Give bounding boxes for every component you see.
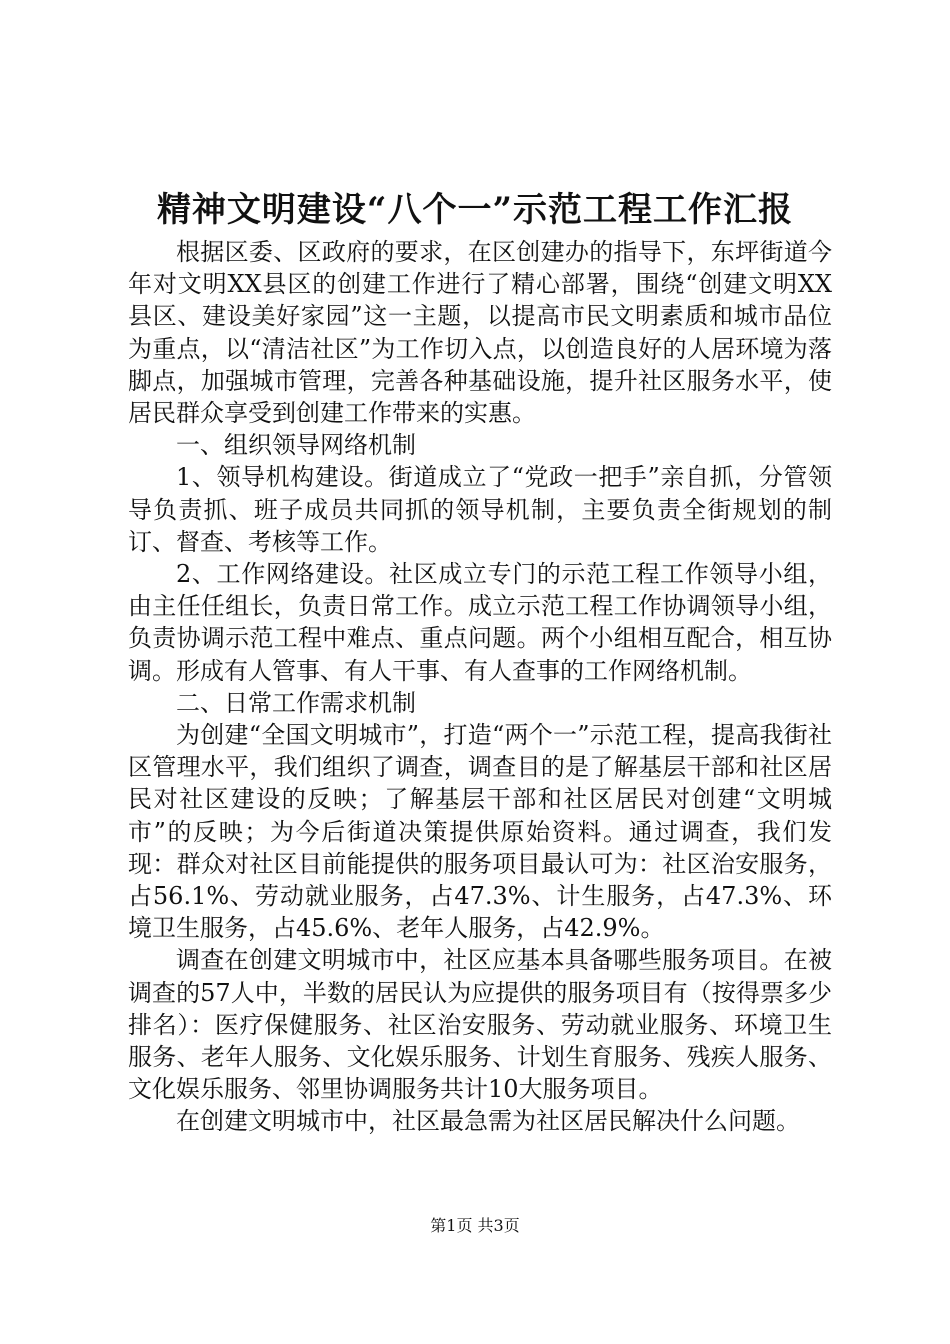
page-footer: 第1页 共3页 <box>430 1216 520 1235</box>
document-title: 精神文明建设“八个一”示范工程工作汇报 <box>156 190 794 230</box>
section-heading-1: 一、组织领导网络机制 <box>176 431 416 460</box>
paragraph-leadership: 1、领导机构建设。街道成立了“党政一把手”亲自抓，分管领导负责抓、班子成员共同抓的领导机制，主要负责全街规划的制订、督查、考核等工作。 <box>128 463 832 556</box>
paragraph-intro: 根据区委、区政府的要求，在区创建办的指导下，东坪街道今年对文明XX县区的创建工作进行了精心部署，围绕“创建文明XX县区、建设美好家园”这一主题，以提高市民文明素质和城市品位为重点，以“清洁社区”为工作切入点，以创造良好的人居环境为落脚点，加强城市管理，完善各种基础设施，提升社区服务水平，使居民群众享受到创建工作带来的实惠。 <box>128 238 832 428</box>
paragraph-services: 调查在创建文明城市中，社区应基本具备哪些服务项目。在被调查的57人中，半数的居民认为应提供的服务项目有（按得票多少排名）：医疗保健服务、社区治安服务、劳动就业服务、环境卫生服务、老年人服务、文化娱乐服务、计划生育服务、残疾人服务、文化娱乐服务、邻里协调服务共计10大服务项目。 <box>128 946 832 1104</box>
paragraph-survey: 为创建“全国文明城市”，打造“两个一”示范工程，提高我街社区管理水平，我们组织了调查，调查目的是了解基层干部和社区居民对社区建设的反映；了解基层干部和社区居民对创建“文明城市”的反映；为今后街道决策提供原始资料。通过调查，我们发现：群众对社区目前能提供的服务项目最认可为：社区治安服务，占56.1%、劳动就业服务，占47.3%、计生服务，占47.3%、环境卫生服务，占45.6%、老年人服务，占42.9%。 <box>128 721 832 943</box>
section-heading-2: 二、日常工作需求机制 <box>176 688 416 717</box>
paragraph-network: 2、工作网络建设。社区成立专门的示范工程工作领导小组，由主任任组长，负责日常工作。成立示范工程工作协调领导小组，负责协调示范工程中难点、重点问题。两个小组相互配合，相互协调。形成有人管事、有人干事、有人查事的工作网络机制。 <box>128 560 832 685</box>
paragraph-question: 在创建文明城市中，社区最急需为社区居民解决什么问题。 <box>176 1107 800 1136</box>
document-body <box>128 236 832 1138</box>
